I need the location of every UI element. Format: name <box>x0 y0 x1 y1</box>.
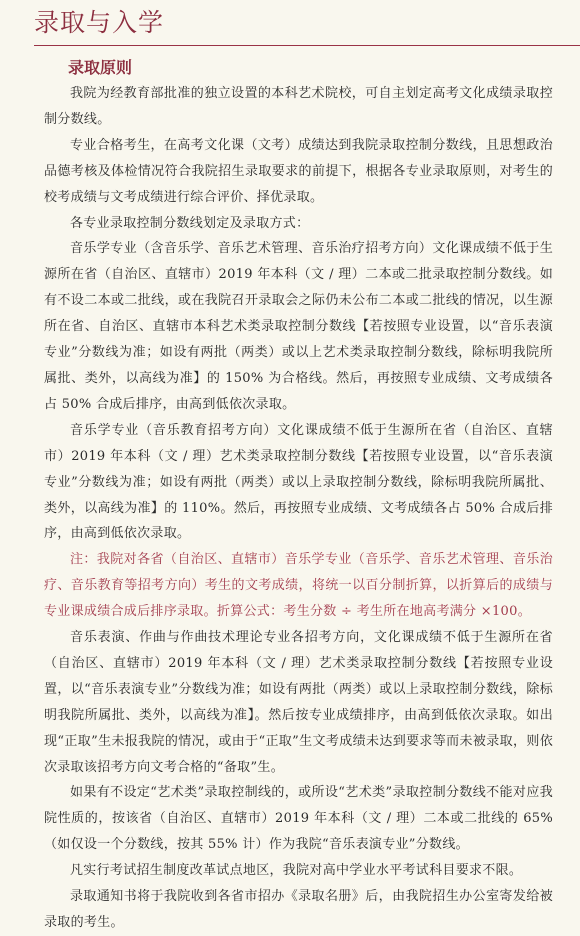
paragraph-reform-regions: 凡实行考试招生制度改革试点地区，我院对高中学业水平考试科目要求不限。 <box>70 863 523 879</box>
paragraph-music-education: 音乐学专业（音乐教育招考方向）文化课成绩不低于生源所在省（自治区、直辖市）2019 年本科（文 / 理）艺术类录取控制分数线【若按照专业设置，以“音乐表演专业”分数线为准；如设有两批（两类）或以上录取控制分数线，除标明我院所属批、类外，以高线为准】的 110%。然后，再按照专业成绩、文考成绩各占 50% 合成后排序，由高到低依次录取。 <box>44 422 553 542</box>
paragraph-control-lines-heading: 各专业录取控制分数线划定及录取方式： <box>70 215 310 231</box>
paragraph-admission-notice: 录取通知书将于我院收到各省市招办《录取名册》后，由我院招生办公室寄发给被录取的考生。 <box>44 889 553 930</box>
paragraph-note: 注：我院对各省（自治区、直辖市）音乐学专业（音乐学、音乐艺术管理、音乐治疗、音乐教育等招考方向）考生的文考成绩，将统一以百分制折算，以折算后的成绩与专业课成绩合成后排序录取。折算公式：考生分数 ÷ 考生所在地高考满分 ×100。 <box>44 552 553 620</box>
body-text <box>44 81 553 936</box>
paragraph-no-art-line: 如果有不设定“艺术类”录取控制线的，或所设“艺术类”录取控制分数线不能对应我院性质的，按该省（自治区、直辖市）2019 年本科（文 / 理）二本或二批线的 65%（如仅设一个分数线，按其 55% 计）作为我院“音乐表演专业”分数线。 <box>44 785 553 853</box>
paragraph-musicology: 音乐学专业（含音乐学、音乐艺术管理、音乐治疗招考方向）文化课成绩不低于生源所在省（自治区、直辖市）2019 年本科（文 / 理）二本或二批录取控制分数线。如有不设二本或二批线，或在我院召开录取会之际仍未公布二本或二批线的情况，以生源所在省、自治区、直辖市本科艺术类录取控制分数线【若按照专业设置，以“音乐表演专业”分数线为准；如设有两批（两类）或以上艺术类录取控制分数线，除标明我院所属批、类外，以高线为准】的 150% 为合格线。然后，再按照专业成绩、文考成绩各占 50% 合成后排序，由高到低依次录取。 <box>44 241 553 412</box>
title-divider <box>34 45 580 46</box>
section-heading: 录取原则 <box>68 58 133 77</box>
paragraph-qualified-candidates: 专业合格考生，在高考文化课（文考）成绩达到我院录取控制分数线，且思想政治品德考核及体检情况符合我院招生录取要求的前提下，根据各专业录取原则，对考生的校考成绩与文考成绩进行综合评价、择优录取。 <box>44 137 553 205</box>
paragraph-intro: 我院为经教育部批准的独立设置的本科艺术院校，可自主划定高考文化成绩录取控制分数线。 <box>44 86 553 127</box>
paragraph-performance-composition: 音乐表演、作曲与作曲技术理论专业各招考方向，文化课成绩不低于生源所在省（自治区、直辖市）2019 年本科（文 / 理）艺术类录取控制分数线【若按照专业设置，以“音乐表演专业”分数线为准；如设有两批（两类）或以上录取控制分数线，除标明我院所属批、类外，以高线为准】。然后按专业成绩排序，由高到低依次录取。如出现“正取”生未报我院的情况，或由于“正取”生文考成绩未达到要求等而未被录取，则依次录取该招考方向文考合格的“备取”生。 <box>44 630 553 775</box>
page-title: 录取与入学 <box>34 8 165 37</box>
